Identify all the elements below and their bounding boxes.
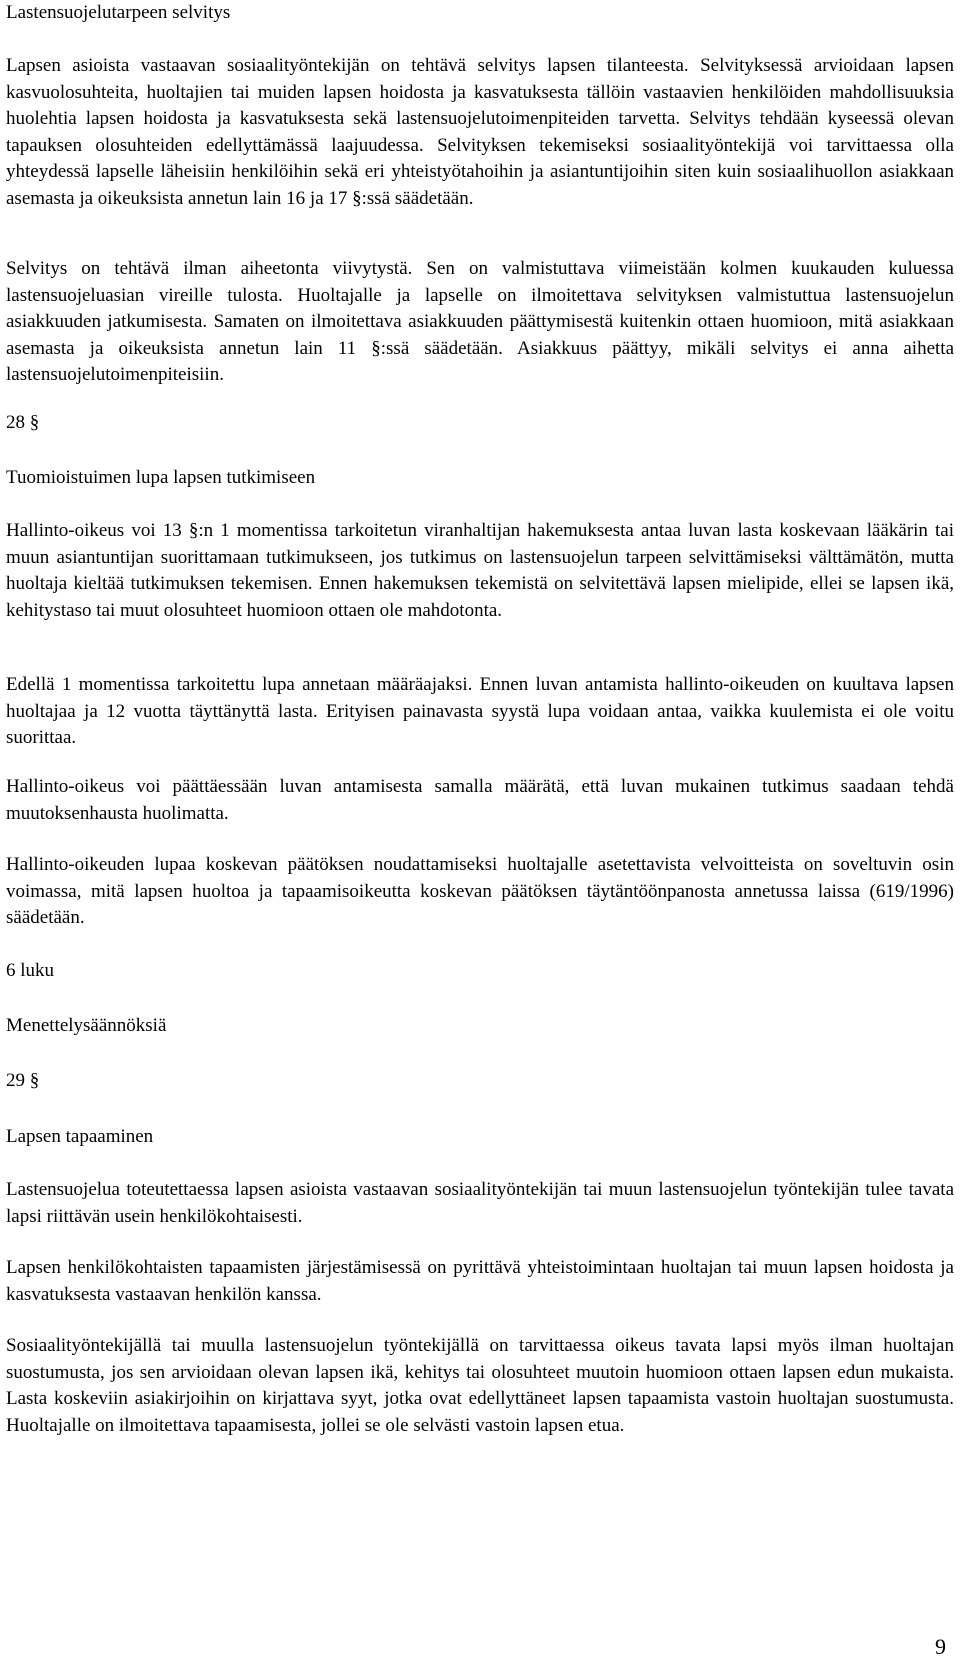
paragraph: Selvitys on tehtävä ilman aiheetonta viivytystä. Sen on valmistuttava viimeistään kolmen kuukauden kuluessa lastensuojeluasian vireille tulosta. Huoltajalle ja lapselle on ilmoitettava selvityksen valmistuttua lastensuojelun asiakkuuden jatkumisesta. Samaten on ilmoitettava asiakkuuden päättymisestä kuitenkin ottaen huomioon, mitä asiakkaan asemasta ja oikeuksista annetun lain 11 §:ssä säädetään. Asiakkuus päättyy, mikäli selvitys ei anna aihetta lastensuojelutoimenpiteisiin.	[6, 258, 954, 385]
chapter-title: Menettelysäännöksiä	[6, 1015, 167, 1036]
paragraph: Edellä 1 momentissa tarkoitettu lupa annetaan määräajaksi. Ennen luvan antamista hallinto-oikeuden on kuultava lapsen huoltajaa ja 12 vuotta täyttänyttä lasta. Erityisen painavasta syystä lupa voidaan antaa, vaikka kuulemista ei ole voitu suorittaa.	[6, 674, 954, 748]
main-heading: Lastensuojelutarpeen selvitys	[6, 2, 231, 23]
paragraph: Lapsen henkilökohtaisten tapaamisten järjestämisessä on pyrittävä yhteistoimintaan huoltajan tai muun lapsen hoidosta ja kasvatuksesta vastaavan henkilön kanssa.	[6, 1257, 954, 1305]
section-heading: Lapsen tapaaminen	[6, 1126, 154, 1147]
section-heading: Tuomioistuimen lupa lapsen tutkimiseen	[6, 467, 316, 488]
paragraph: Hallinto-oikeus voi päättäessään luvan antamisesta samalla määrätä, että luvan mukainen tutkimus saadaan tehdä muutoksenhausta huolimatta.	[6, 776, 954, 824]
paragraph: Lastensuojelua toteutettaessa lapsen asioista vastaavan sosiaalityöntekijän tai muun lastensuojelun työntekijän tulee tavata lapsi riittävän usein henkilökohtaisesti.	[6, 1179, 954, 1227]
paragraph: Sosiaalityöntekijällä tai muulla lastensuojelun työntekijällä on tarvittaessa oikeus tavata lapsi myös ilman huoltajan suostumusta, jos sen arvioidaan olevan lapsen ikä, kehitys tai olosuhteet muutoin huomioon ottaen lapsen edun mukaista. Lasta koskeviin asiakirjoihin on kirjattava syyt, jotka ovat edellyttäneet lapsen tapaamista vastoin huoltajan suostumusta. Huoltajalle on ilmoitettava tapaamisesta, jollei se ole selvästi vastoin lapsen etua.	[6, 1335, 954, 1436]
chapter-number: 6 luku	[6, 960, 55, 981]
paragraph: Lapsen asioista vastaavan sosiaalityöntekijän on tehtävä selvitys lapsen tilanteesta. Selvityksessä arvioidaan lapsen kasvuolosuhteita, huoltajien tai muiden lapsen hoidosta ja kasvatuksesta tällöin vastaavien henkilöiden mahdollisuuksia huolehtia lapsen hoidosta ja kasvatuksesta sekä lastensuojelutoimenpiteiden tarvetta. Selvitys tehdään kyseessä olevan tapauksen olosuhteiden edellyttämässä laajuudessa. Selvityksen tekemiseksi sosiaalityöntekijä voi tarvittaessa olla yhteydessä lapselle läheisiin henkilöihin sekä eri yhteistyötahoihin ja asiantuntijoihin siten kuin sosiaalihuollon asiakkaan asemasta ja oikeuksista annetun lain 16 ja 17 §:ssä säädetään.	[6, 55, 954, 209]
section-number: 28 §	[6, 412, 40, 433]
section-number: 29 §	[6, 1070, 40, 1091]
paragraph: Hallinto-oikeus voi 13 §:n 1 momentissa tarkoitetun viranhaltijan hakemuksesta antaa luvan lasta koskevaan lääkärin tai muun asiantuntijan suorittamaan tutkimukseen, jos tutkimus on lastensuojelun tarpeen selvittämiseksi välttämätön, mutta huoltaja kieltää tutkimuksen tekemisen. Ennen hakemuksen tekemistä on selvitettävä lapsen mielipide, ellei se lapsen ikä, kehitystaso tai muut olosuhteet huomioon ottaen ole mahdotonta.	[6, 520, 954, 621]
paragraph: Hallinto-oikeuden lupaa koskevan päätöksen noudattamiseksi huoltajalle asetettavista velvoitteista on soveltuvin osin voimassa, mitä lapsen huoltoa ja tapaamisoikeutta koskevan päätöksen täytäntöönpanosta annetussa laissa (619/1996) säädetään.	[6, 854, 954, 928]
page-number: 9	[935, 1634, 946, 1659]
